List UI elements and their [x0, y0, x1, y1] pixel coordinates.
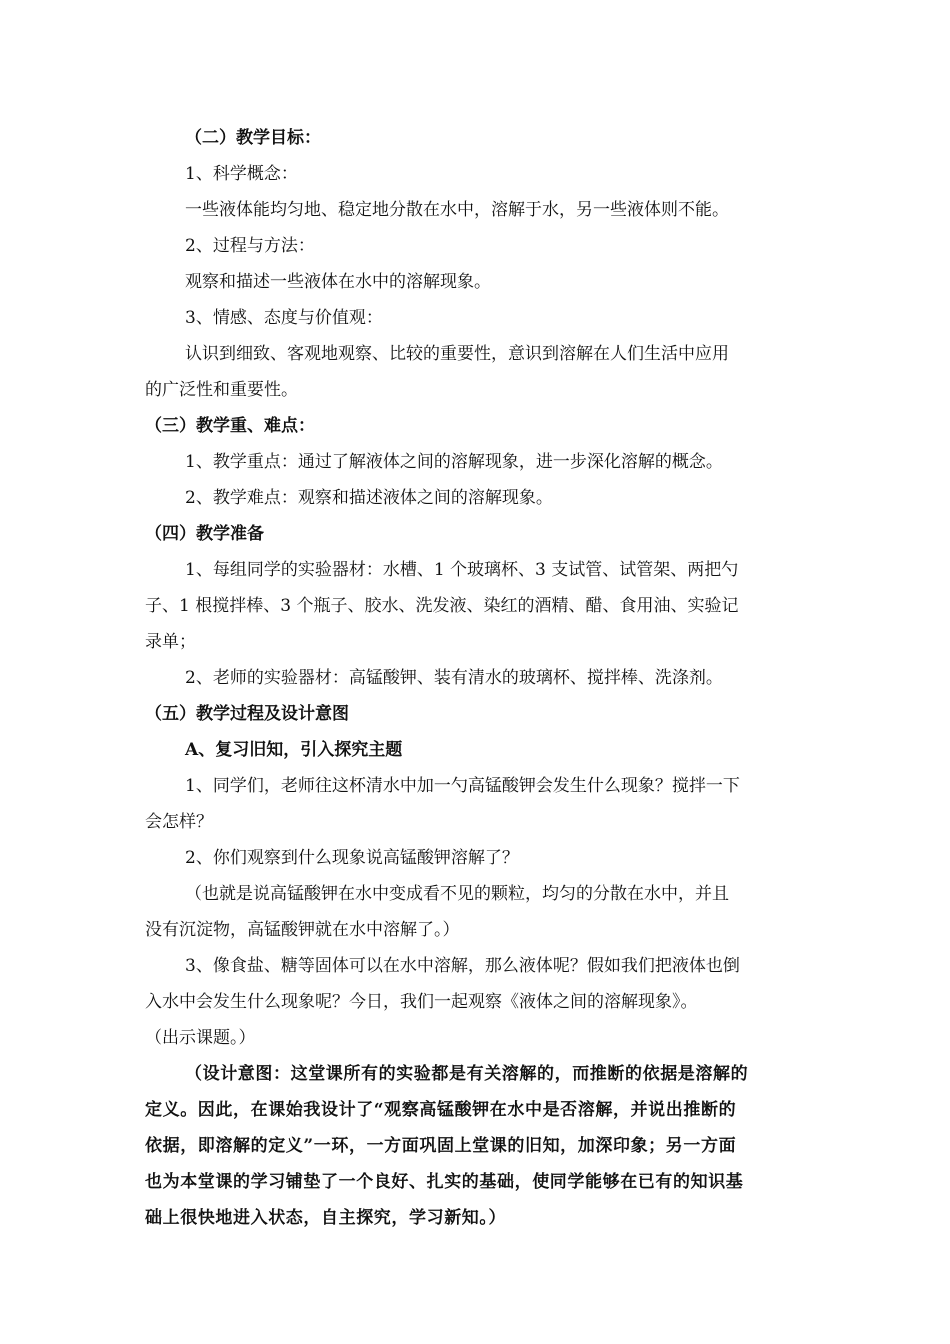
- objective-item-3-text-line2: 的广泛性和重要性。: [145, 380, 298, 400]
- question-3-line1: 3、像食盐、糖等固体可以在水中溶解，那么液体呢？假如我们把液体也倒: [185, 956, 740, 976]
- question-3-line2: 入水中会发生什么现象呢？今日，我们一起观察《液体之间的溶解现象》。: [145, 992, 698, 1012]
- design-intent-line2: 定义。因此，在课始我设计了“观察高锰酸钾在水中是否溶解，并说出推断的: [145, 1100, 737, 1120]
- question-1-line2: 会怎样？: [145, 812, 213, 832]
- question-3-line3: （出示课题。）: [145, 1028, 256, 1048]
- design-intent-line3: 依据，即溶解的定义”一环，一方面巩固上堂课的旧知，加深印象；另一方面: [145, 1136, 737, 1156]
- section-heading-objectives: （二）教学目标：: [185, 128, 321, 148]
- section-heading-process: （五）教学过程及设计意图: [145, 704, 349, 724]
- question-2: 2、你们观察到什么现象说高锰酸钾溶解了？: [185, 848, 519, 868]
- question-1-line1: 1、同学们，老师往这杯清水中加一勺高锰酸钾会发生什么现象？搅拌一下: [185, 776, 740, 796]
- objective-item-3-text-line1: 认识到细致、客观地观察、比较的重要性，意识到溶解在人们生活中应用: [185, 344, 729, 364]
- answer-line2: 没有沉淀物，高锰酸钾就在水中溶解了。）: [145, 920, 460, 940]
- objective-item-2: 2、过程与方法：: [185, 236, 315, 256]
- section-heading-preparation: （四）教学准备: [145, 524, 264, 544]
- answer-line1: （也就是说高锰酸钾在水中变成看不见的颗粒，均匀的分散在水中，并且: [185, 884, 729, 904]
- preparation-item-1-line1: 1、每组同学的实验器材：水槽、1 个玻璃杯、3 支试管、试管架、两把勺: [185, 560, 739, 580]
- preparation-item-2: 2、老师的实验器材：高锰酸钾、装有清水的玻璃杯、搅拌棒、洗涤剂。: [185, 668, 723, 688]
- subsection-heading-a: A、复习旧知，引入探究主题: [185, 740, 403, 760]
- objective-item-2-text: 观察和描述一些液体在水中的溶解现象。: [185, 272, 491, 292]
- design-intent-line1: （设计意图：这堂课所有的实验都是有关溶解的，而推断的依据是溶解的: [185, 1064, 749, 1084]
- key-point-item-1: 1、教学重点：通过了解液体之间的溶解现象，进一步深化溶解的概念。: [185, 452, 723, 472]
- preparation-item-1-line3: 录单；: [145, 632, 196, 652]
- objective-item-1: 1、科学概念：: [185, 164, 298, 184]
- objective-item-1-text: 一些液体能均匀地、稳定地分散在水中，溶解于水，另一些液体则不能。: [185, 200, 729, 220]
- preparation-item-1-line2: 子、1 根搅拌棒、3 个瓶子、胶水、洗发液、染红的酒精、醋、食用油、实验记: [145, 596, 739, 616]
- design-intent-line5: 础上很快地进入状态，自主探究，学习新知。）: [145, 1208, 507, 1228]
- key-point-item-2: 2、教学难点：观察和描述液体之间的溶解现象。: [185, 488, 553, 508]
- objective-item-3: 3、情感、态度与价值观：: [185, 308, 383, 328]
- design-intent-line4: 也为本堂课的学习铺垫了一个良好、扎实的基础，使同学能够在已有的知识基: [145, 1172, 744, 1192]
- section-heading-key-points: （三）教学重、难点：: [145, 416, 315, 436]
